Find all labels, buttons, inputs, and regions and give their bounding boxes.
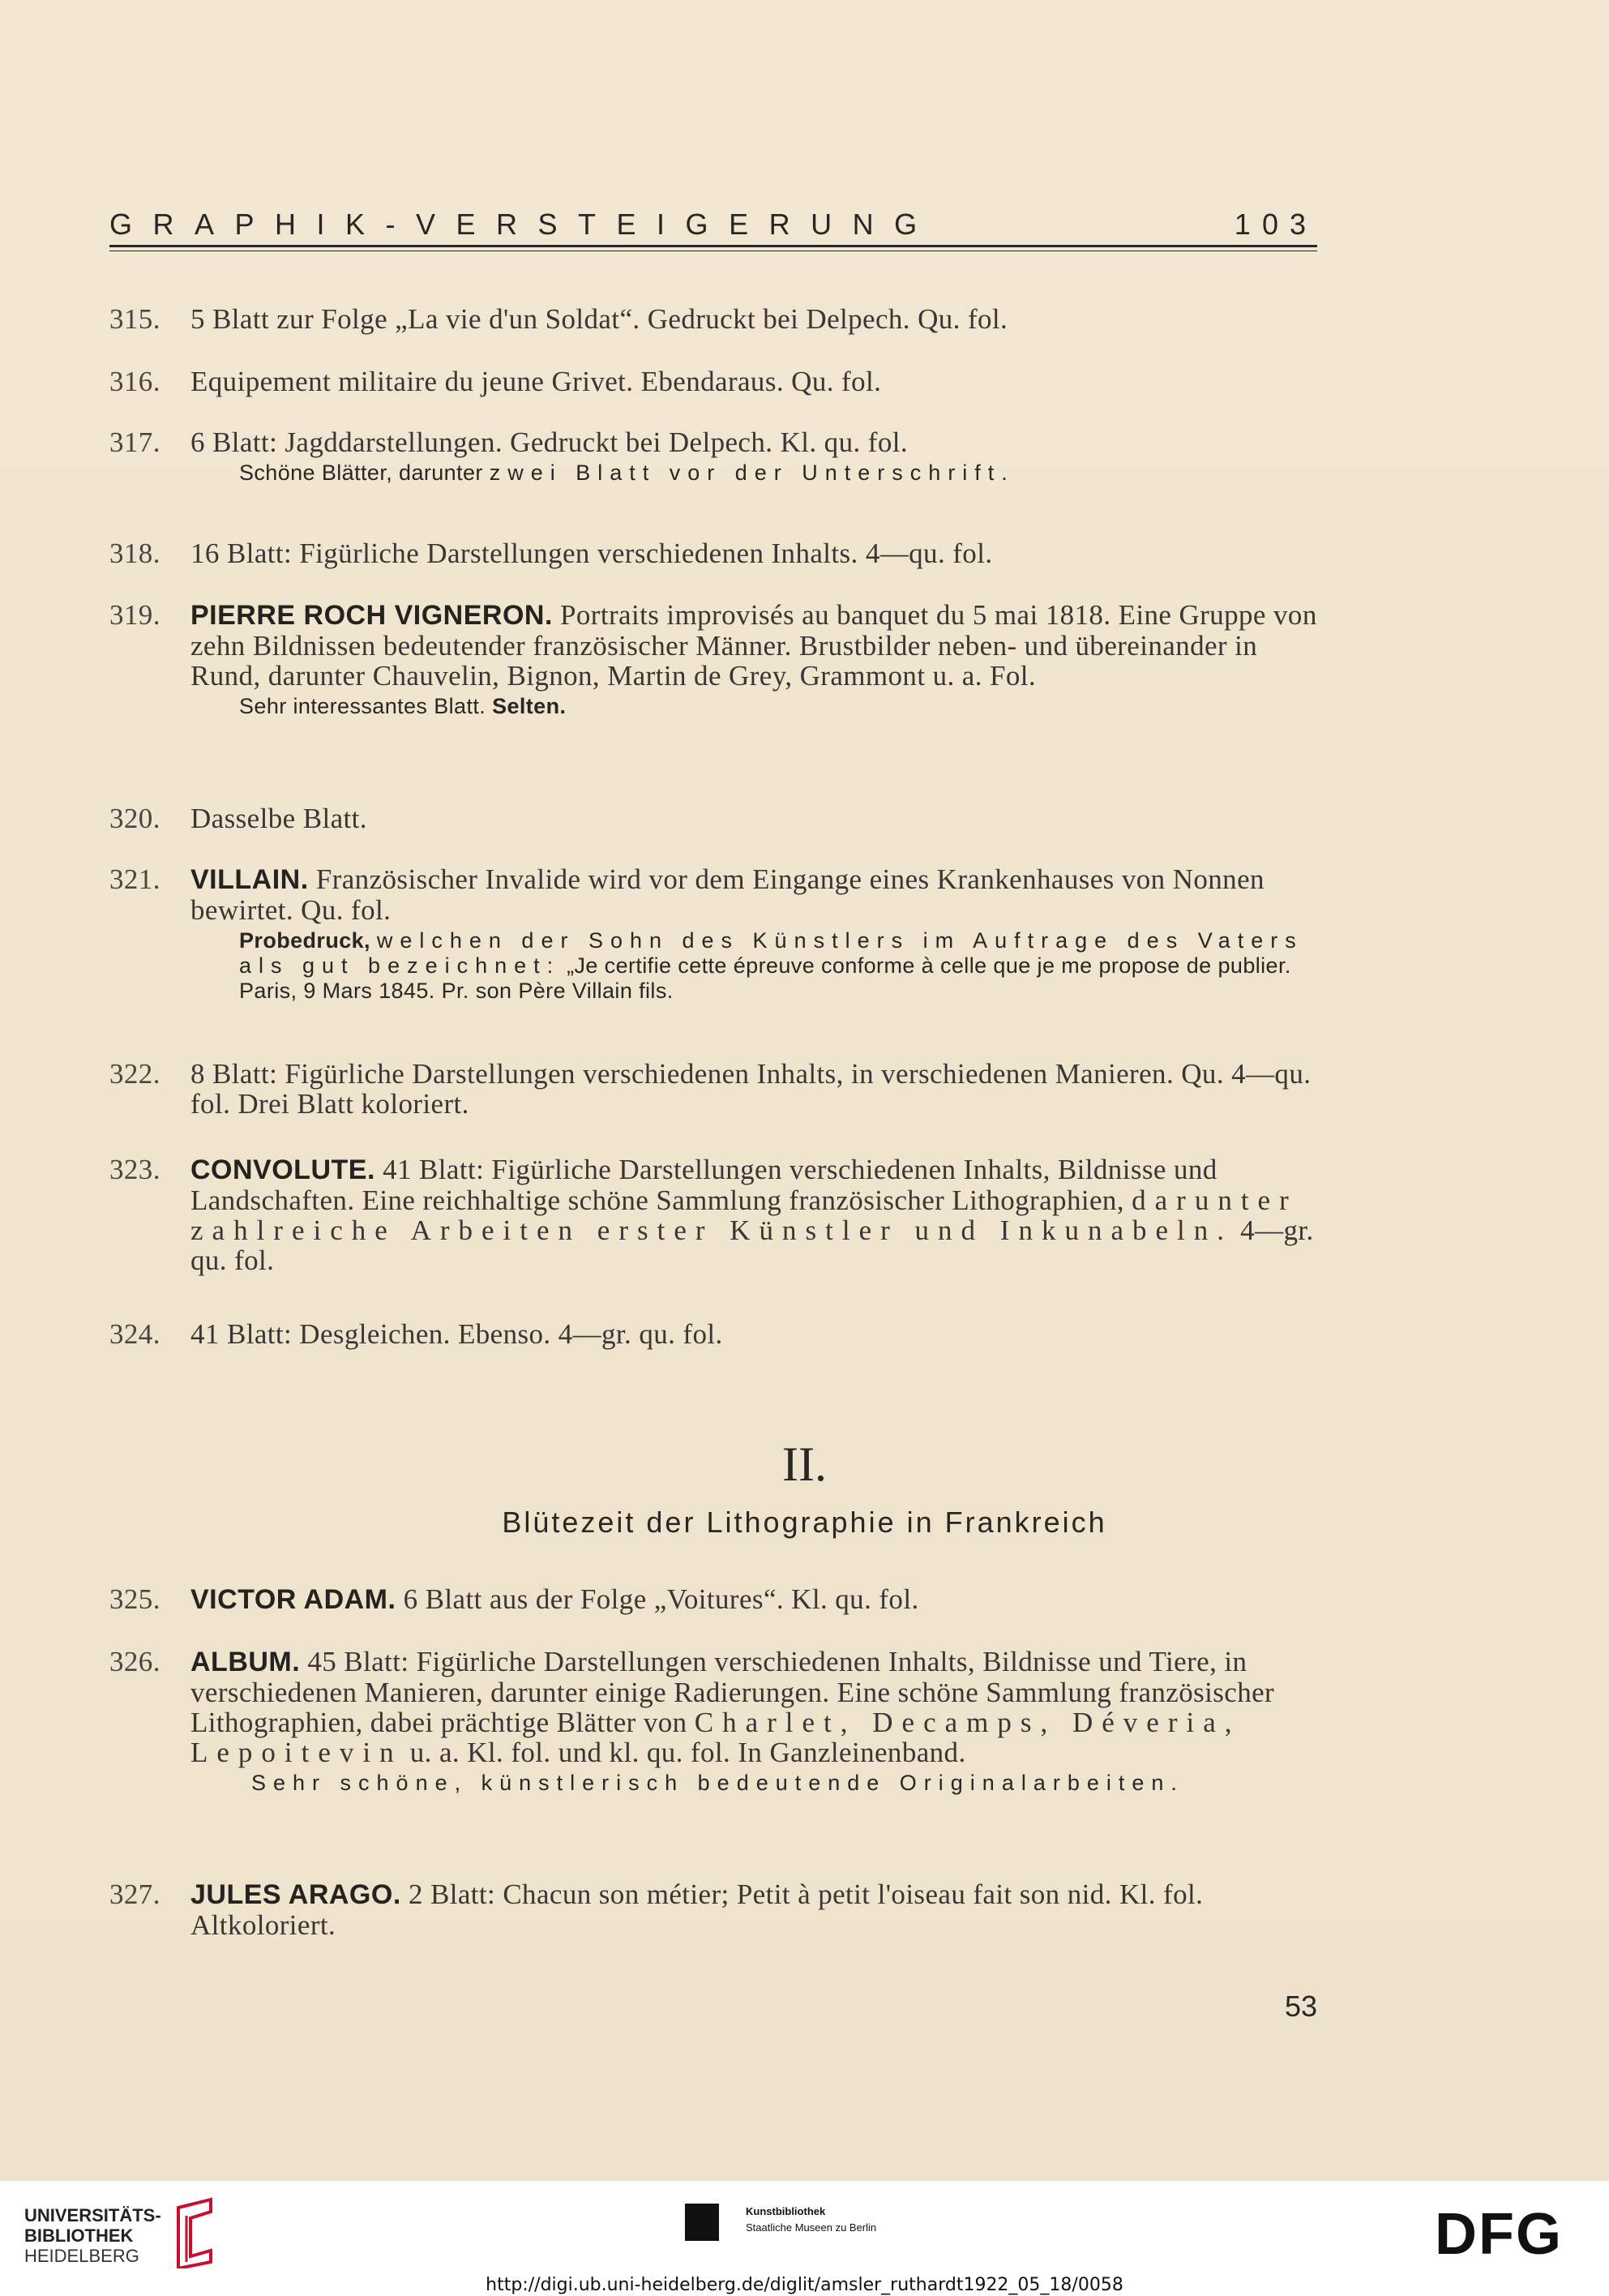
entry-text: Equipement militaire du jeune Grivet. Ebendaraus. Qu. fol.: [190, 366, 882, 397]
catalogue-entry-321: [109, 864, 1322, 1004]
catalogue-entry-318: [109, 538, 1322, 568]
entry-note: [239, 928, 1317, 1004]
note-spaced-text: Sehr schöne, künstlerisch bedeutende Originalarbeiten.: [251, 1771, 1184, 1795]
entry-number: 318.: [109, 538, 160, 569]
catalogue-entry-315: [109, 304, 1322, 334]
note-bold-text: Probedruck,: [239, 928, 370, 953]
entry-text: Dasselbe Blatt.: [190, 803, 367, 834]
note-spaced-text: welchen der Sohn des Künstlers im Auftrage des Vaters als gut bezeichnet:: [239, 928, 1303, 978]
entry-number: 325.: [109, 1583, 160, 1615]
entry-note: [251, 1771, 1322, 1796]
entry-text: Portraits improvisés au banquet du 5 mai 1818. Eine Gruppe von zehn Bildnissen bedeutender französischer Männer. Brustbilder neben- und übereinander in Rund, darunter Chauvelin, Bignon, Martin de Grey, Grammont u. a. Fol.: [190, 599, 1317, 692]
entry-number: 327.: [109, 1878, 160, 1910]
entry-text-post: 4—gr. qu. fol.: [190, 1214, 1314, 1276]
entry-text: Französischer Invalide wird vor dem Eingange eines Krankenhauses von Nonnen bewirtet. Qu. fol.: [190, 863, 1265, 926]
entry-text: 8 Blatt: Figürliche Darstellungen verschiedenen Inhalts, in verschiedenen Manieren. Qu. 4—qu. fol. Drei Blatt koloriert.: [190, 1058, 1312, 1120]
catalogue-entry-316: [109, 366, 1322, 396]
artist-name: VILLAIN.: [190, 864, 309, 895]
section-number: II.: [782, 1437, 827, 1491]
entry-number: 322.: [109, 1058, 160, 1090]
artist-name: CONVOLUTE.: [190, 1154, 375, 1185]
source-url[interactable]: http://digi.ub.uni-heidelberg.de/diglit/amsler_ruthardt1922_05_18/0058: [486, 2275, 1123, 2295]
folio-page-number: 53: [1285, 1990, 1318, 2023]
ub-heidelberg-logo-icon: [162, 2195, 227, 2268]
note-text: Schöne Blätter, darunter: [239, 460, 483, 485]
entry-text: 2 Blatt: Chacun son métier; Petit à petit l'oiseau fait son nid. Kl. fol. Altkoloriert.: [190, 1878, 1204, 1941]
kunstbibliothek-logo-text: [746, 2204, 876, 2236]
catalogue-entry-324: [109, 1319, 1322, 1349]
entry-spaced-text: Charlet, Decamps, Déveria, Lepoitevin: [190, 1707, 1241, 1768]
entry-note: [239, 460, 1322, 486]
running-head: [109, 208, 1317, 242]
artist-name: VICTOR ADAM.: [190, 1584, 396, 1615]
catalogue-entry-322: [109, 1059, 1322, 1119]
entry-number: 324.: [109, 1318, 160, 1350]
entry-number: 317.: [109, 426, 160, 458]
library-line-1: UNIVERSITÄTS-: [24, 2205, 161, 2225]
catalogue-entry-326: [109, 1647, 1322, 1796]
running-head-title: GRAPHIK-VERSTEIGERUNG: [109, 208, 938, 241]
artist-name: JULES ARAGO.: [190, 1879, 401, 1910]
section-title: Blütezeit der Lithographie in Frankreich: [502, 1506, 1107, 1539]
catalogue-entry-319: [109, 600, 1322, 719]
library-line-3: HEIDELBERG: [24, 2246, 139, 2266]
dfg-logo: DFG: [1435, 2202, 1563, 2267]
catalogue-entry-325: [109, 1584, 1322, 1615]
entry-number: 316.: [109, 366, 160, 397]
running-head-page-number: 103: [1234, 208, 1317, 241]
entry-number: 320.: [109, 803, 160, 834]
note-text: Sehr interessantes Blatt.: [239, 694, 486, 718]
entry-number: 321.: [109, 863, 160, 895]
ub-heidelberg-logo-text: [24, 2205, 161, 2266]
artist-name: PIERRE ROCH VIGNERON.: [190, 600, 553, 631]
entry-spaced-text: darunter zahlreiche Arbeiten erster Künstler und Inkunabeln.: [190, 1184, 1298, 1246]
entry-text: 16 Blatt: Figürliche Darstellungen verschiedenen Inhalts. 4—qu. fol.: [190, 538, 993, 569]
entry-text: 6 Blatt: Jagddarstellungen. Gedruckt bei Delpech. Kl. qu. fol.: [190, 426, 908, 458]
kb-line-2: Staatliche Museen zu Berlin: [746, 2221, 877, 2234]
library-line-2: BIBLIOTHEK: [24, 2225, 134, 2246]
entry-text: 45 Blatt: Figürliche Darstellungen verschiedenen Inhalts, Bildnisse und Tiere, in verschiedenen Manieren, darunter einige Radierungen. Eine schöne Sammlung französischer Lithographien, dabei prächtige Blätter von: [190, 1646, 1275, 1738]
entry-note: [239, 694, 1322, 719]
catalogue-entry-320: [109, 803, 1322, 833]
entry-text: 41 Blatt: Figürliche Darstellungen verschiedenen Inhalts, Bildnisse und Landschaften. Eine reichhaltige schöne Sammlung französischer Lithographien,: [190, 1154, 1217, 1216]
entry-text: 41 Blatt: Desgleichen. Ebenso. 4—gr. qu. fol.: [190, 1318, 723, 1350]
entry-number: 319.: [109, 599, 160, 631]
entry-number: 323.: [109, 1154, 160, 1185]
note-text: „Je certifie cette épreuve conforme à celle que je me propose de publier. Paris, 9 Mars 1845. Pr. son Père Villain fils.: [239, 953, 1291, 1003]
entry-text: 6 Blatt aus der Folge „Voitures“. Kl. qu. fol.: [403, 1583, 919, 1615]
catalogue-entry-317: [109, 427, 1322, 486]
entry-text-post: u. a. Kl. fol. und kl. qu. fol. In Ganzleinenband.: [409, 1737, 966, 1768]
entry-number: 315.: [109, 303, 160, 335]
catalogue-entry-327: [109, 1879, 1322, 1940]
catalogue-entry-323: [109, 1154, 1322, 1275]
entry-number: 326.: [109, 1646, 160, 1677]
artist-name: ALBUM.: [190, 1647, 301, 1677]
note-bold-text: Selten.: [492, 694, 567, 718]
note-spaced-text: zwei Blatt vor der Unterschrift.: [489, 460, 1015, 485]
header-rule: [109, 245, 1317, 251]
kunstbibliothek-logo-icon: [685, 2204, 719, 2241]
entry-text: 5 Blatt zur Folge „La vie d'un Soldat“. Gedruckt bei Delpech. Qu. fol.: [190, 303, 1008, 335]
kb-line-1: Kunstbibliothek: [746, 2205, 826, 2217]
